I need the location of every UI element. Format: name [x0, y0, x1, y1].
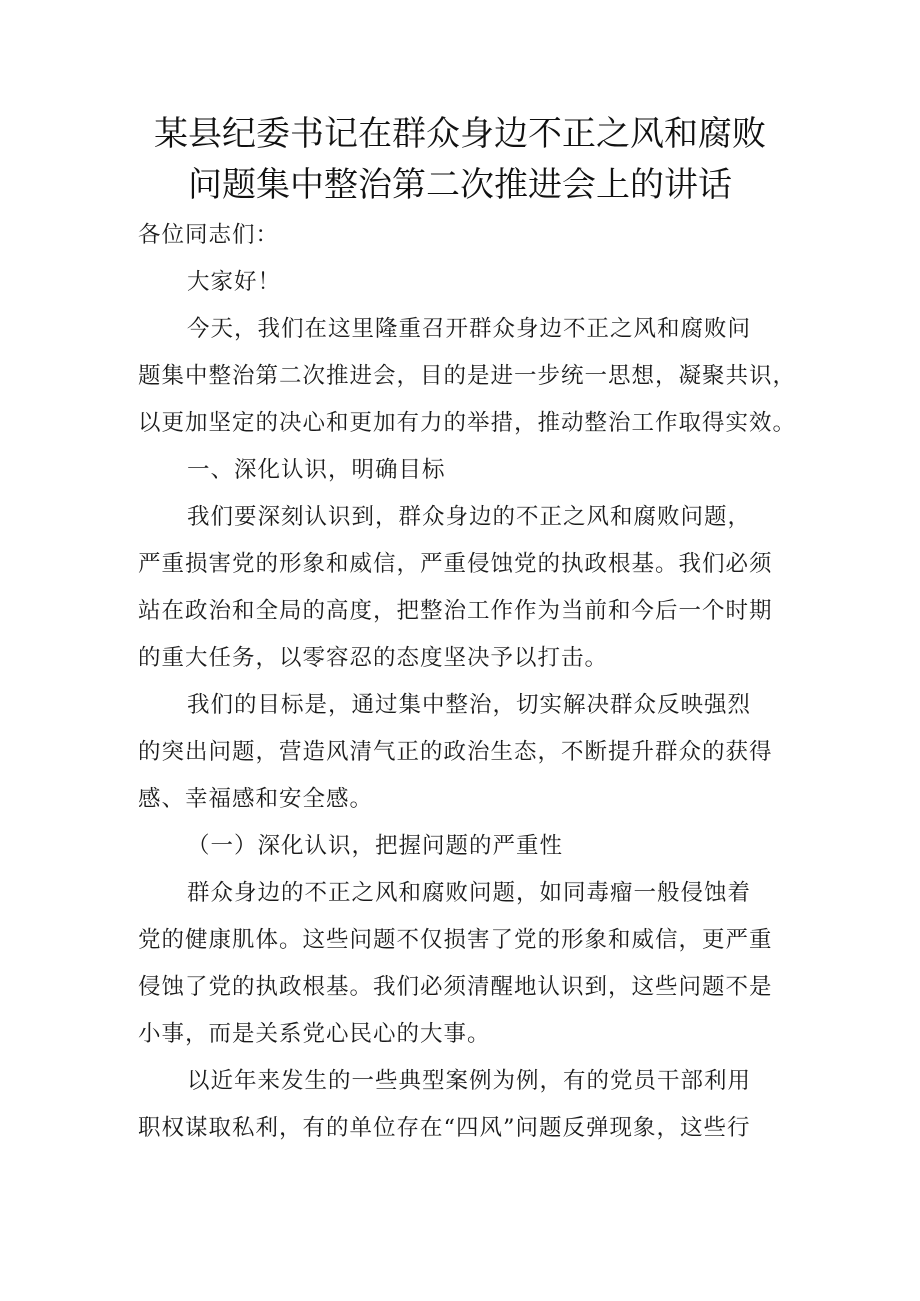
paragraph-understanding	[138, 494, 808, 682]
greeting: 大家好！	[187, 269, 282, 295]
paragraph-line: 小事，而是关系党心民心的大事。	[138, 1021, 491, 1047]
paragraph-line: 侵蚀了党的执政根基。我们必须清醒地认识到，这些问题不是	[138, 974, 773, 1000]
salutation: 各位同志们：	[138, 222, 280, 248]
section-heading-1	[138, 447, 808, 494]
document-title-line-1: 某县纪委书记在群众身边不正之风和腐败	[154, 114, 766, 154]
paragraph-line: 站在政治和全局的高度，把整治工作作为当前和今后一个时期	[138, 598, 773, 624]
paragraph-severity	[138, 870, 808, 1058]
paragraph-line: 以近年来发生的一些典型案例为例，有的党员干部利用	[187, 1068, 752, 1094]
paragraph-goal	[138, 682, 808, 823]
paragraph-line: 的突出问题，营造风清气正的政治生态，不断提升群众的获得	[138, 739, 773, 765]
paragraph-line: 的重大任务，以零容忍的态度坚决予以打击。	[138, 645, 609, 671]
paragraph-line: 职权谋取私利，有的单位存在“四风”问题反弹现象，这些行	[138, 1115, 751, 1141]
document-title-line-2: 问题集中整治第二次推进会上的讲话	[188, 165, 732, 205]
subsection-heading-1	[138, 823, 808, 870]
paragraph-line: 我们的目标是，通过集中整治，切实解决群众反映强烈	[187, 692, 752, 718]
paragraph-line: 群众身边的不正之风和腐败问题，如同毒瘤一般侵蚀着	[187, 880, 752, 906]
paragraph-line: 严重损害党的形象和威信，严重侵蚀党的执政根基。我们必须	[138, 551, 773, 577]
heading-line: 一、深化认识，明确目标	[187, 457, 446, 483]
heading-line: （一）深化认识，把握问题的严重性	[187, 833, 564, 859]
paragraph-line: 题集中整治第二次推进会，目的是进一步统一思想，凝聚共识，	[138, 363, 797, 389]
paragraph-opening	[138, 306, 808, 447]
paragraph-cases	[138, 1058, 808, 1152]
paragraph-line: 我们要深刻认识到，群众身边的不正之风和腐败问题，	[187, 504, 752, 530]
paragraph-line: 以更加坚定的决心和更加有力的举措，推动整治工作取得实效。	[138, 410, 797, 436]
paragraph-line: 感、幸福感和安全感。	[138, 786, 374, 812]
paragraph-line: 今天，我们在这里隆重召开群众身边不正之风和腐败问	[187, 316, 752, 342]
paragraph-line: 党的健康肌体。这些问题不仅损害了党的形象和威信，更严重	[138, 927, 773, 953]
